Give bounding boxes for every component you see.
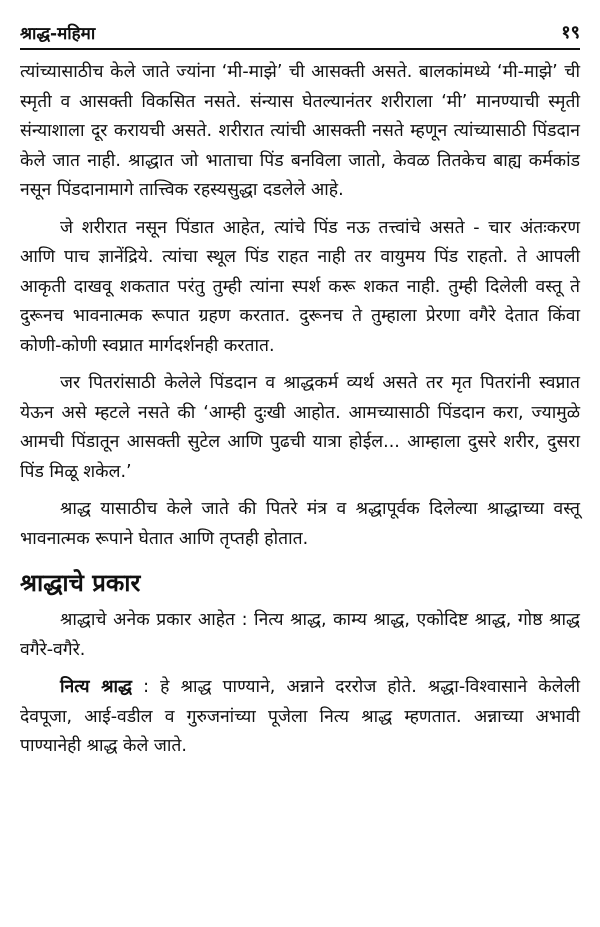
page-number: १९ [561,22,580,43]
paragraph-nitya-shraddha [20,673,580,762]
running-title: श्राद्ध-महिमा [20,24,96,44]
nitya-shraddha-text: : हे श्राद्ध पाण्याने, अन्नाने दररोज होते. श्रद्धा-विश्वासाने केलेली देवपूजा, आई-वडील व गुरुजनांच्या पूजेला नित्य श्राद्ध म्हणतात. अन्नाच्या अभावी पाण्यानेही श्राद्ध केले जाते. [20,677,581,756]
paragraph-shraddha-types: श्राद्धाचे अनेक प्रकार आहेत : नित्य श्राद्ध, काम्य श्राद्ध, एकोदिष्ट श्राद्ध, गोष्ठ श्राद्ध वगैरे-वगैरे. [20,610,580,660]
page-body [20,58,580,762]
paragraph-ancestors-dreams: जर पितरांसाठी केलेले पिंडदान व श्राद्धकर्म व्यर्थ असते तर मृत पितरांनी स्वप्नात येऊन असे म्हटले नसते की ‘आम्ही दुःखी आहोत. आमच्यासाठी पिंडदान करा, ज्यामुळे आमची पिंडातून आसक्ती सुटेल आणि पुढची यात्रा होईल... आम्हाला दुसरे शरीर, दुसरा पिंड मिळू शकेल.’ [20,373,580,482]
paragraph-continued: त्यांच्यासाठीच केले जाते ज्यांना ‘मी-माझे’ ची आसक्ती असते. बालकांमध्ये ‘मी-माझे’ ची स्मृती व आसक्ती विकसित नसते. संन्यास घेतल्यानंतर शरीराला ‘मी’ मानण्याची स्मृती संन्याशाला दूर करायची असते. शरीरात त्यांची आसक्ती नसते म्हणून त्यांच्यासाठी पिंडदान केले जात नाही. श्राद्धात जो भाताचा पिंड बनविला जातो, केवळ तितकेच बाह्य कर्मकांड नसून पिंडदानामागे तात्त्विक रहस्यसुद्धा दडलेले आहे. [20,62,580,200]
paragraph-pinda-nature: जे शरीरात नसून पिंडात आहेत, त्यांचे पिंड नऊ तत्त्वांचे असते - चार अंतःकरण आणि पाच ज्ञानेंद्रिये. त्यांचा स्थूल पिंड राहत नाही तर वायुमय पिंड राहतो. ते आपली आकृती दाखवू शकतात परंतु तुम्ही त्यांना स्पर्श करू शकत नाही. तुम्ही दिलेली वस्तू ते दुरूनच भावनात्मक रूपात ग्रहण करतात. दुरूनच ते तुम्हाला प्रेरणा वगैरे देतात किंवा कोणी-कोणी स्वप्नात मार्गदर्शनही करतात. [20,217,580,356]
nitya-shraddha-term: नित्य श्राद्ध [60,677,133,697]
paragraph-shraddha-purpose: श्राद्ध यासाठीच केले जाते की पितरे मंत्र व श्रद्धापूर्वक दिलेल्या श्राद्धाच्या वस्तू भावनात्मक रूपाने घेतात आणि तृप्तही होतात. [20,499,580,549]
section-heading: श्राद्धाचे प्रकार [20,569,141,597]
page-header [20,14,580,50]
